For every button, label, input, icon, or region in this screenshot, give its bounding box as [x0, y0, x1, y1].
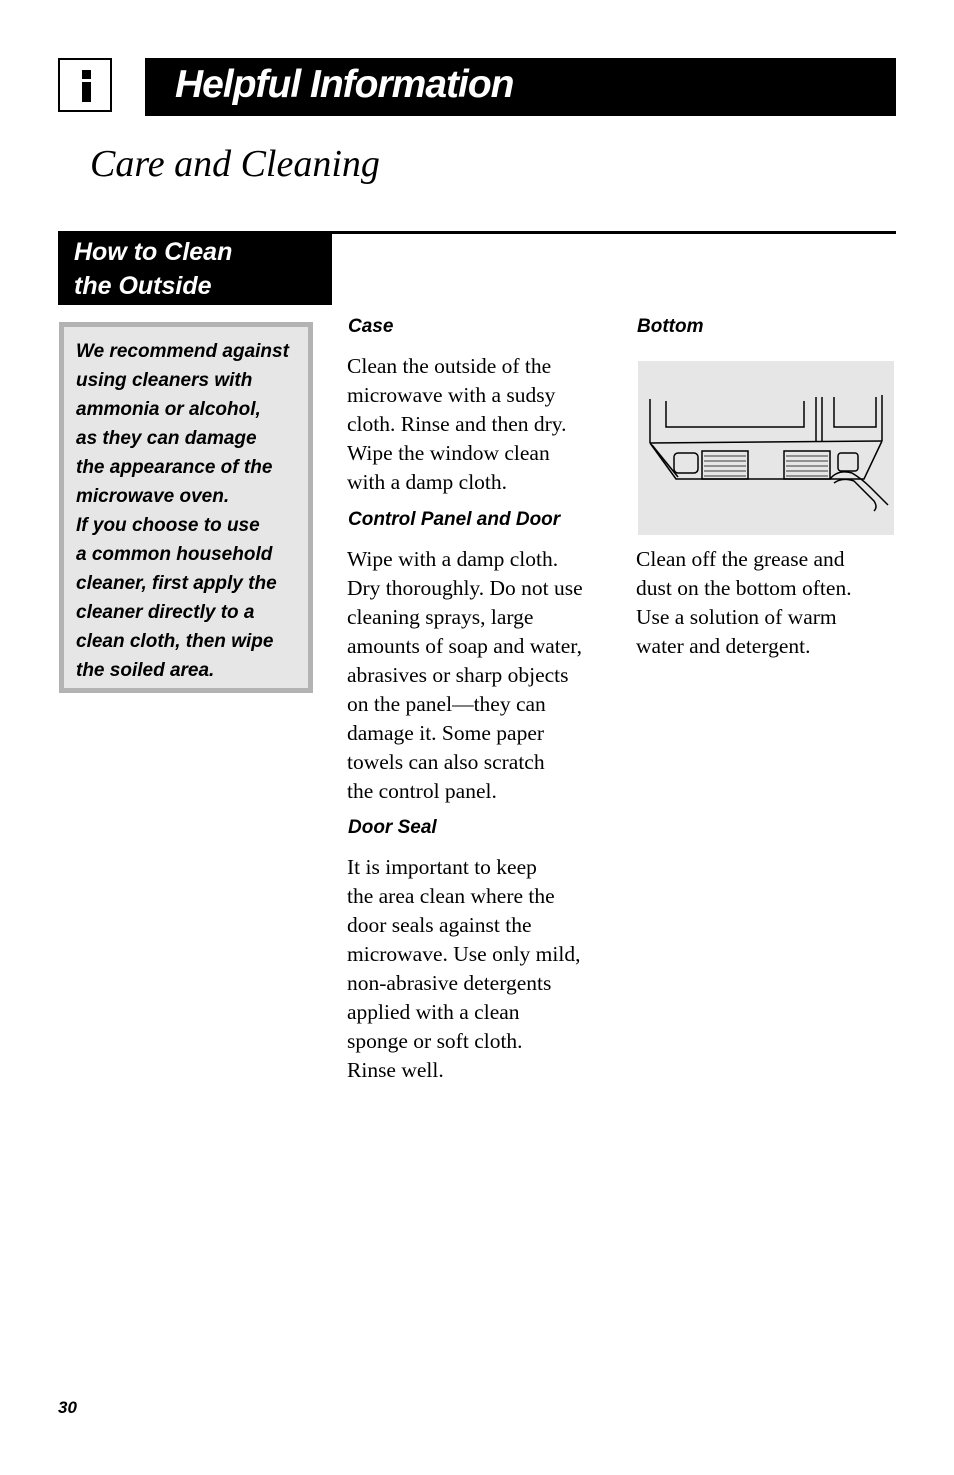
- header-bar: [145, 58, 896, 116]
- warning-line: microwave oven.: [76, 486, 230, 507]
- microwave-illustration-svg: [638, 361, 894, 535]
- warning-line: the soiled area.: [76, 660, 215, 681]
- warning-line: ammonia or alcohol,: [76, 399, 261, 420]
- warning-line: the appearance of the: [76, 457, 273, 478]
- info-icon: [58, 58, 112, 112]
- warning-line: clean cloth, then wipe: [76, 631, 274, 652]
- warning-box: [59, 322, 313, 693]
- control-panel-text: [347, 545, 583, 806]
- text-line: Clean the outside of the: [347, 354, 552, 378]
- door-seal-text: [347, 853, 580, 1085]
- warning-line: as they can damage: [76, 428, 257, 449]
- microwave-bottom-illustration: [638, 361, 894, 535]
- control-panel-heading: Control Panel and Door: [348, 509, 561, 530]
- text-line: the control panel.: [347, 779, 497, 803]
- text-line: microwave. Use only mild,: [347, 942, 581, 966]
- text-line: door seals against the: [347, 913, 532, 937]
- info-icon-bar: [82, 82, 91, 102]
- text-line: Dry thoroughly. Do not use: [347, 576, 583, 600]
- bottom-text: [636, 545, 852, 661]
- text-line: with a damp cloth.: [347, 470, 508, 494]
- text-line: Clean off the grease and: [636, 547, 845, 571]
- text-line: microwave with a sudsy: [347, 383, 556, 407]
- warning-line: We recommend against: [76, 341, 289, 362]
- text-line: non-abrasive detergents: [347, 971, 552, 995]
- text-line: the area clean where the: [347, 884, 555, 908]
- section-heading: [58, 231, 332, 305]
- text-line: amounts of soap and water,: [347, 634, 582, 658]
- warning-line: a common household: [76, 544, 273, 565]
- page-title: Care and Cleaning: [90, 143, 380, 185]
- door-seal-heading: Door Seal: [348, 817, 437, 838]
- page-number: 30: [58, 1398, 77, 1417]
- text-line: on the panel—they can: [347, 692, 546, 716]
- warning-text: [76, 337, 306, 685]
- warning-line: If you choose to use: [76, 515, 260, 536]
- section-heading-text: [74, 235, 232, 303]
- warning-line: cleaner, first apply the: [76, 573, 277, 594]
- warning-line: cleaner directly to a: [76, 602, 255, 623]
- text-line: sponge or soft cloth.: [347, 1029, 523, 1053]
- case-heading: Case: [348, 316, 394, 337]
- bottom-heading: Bottom: [637, 316, 704, 337]
- case-text: [347, 352, 567, 497]
- text-line: towels can also scratch: [347, 750, 545, 774]
- text-line: cloth. Rinse and then dry.: [347, 412, 567, 436]
- text-line: Use a solution of warm: [636, 605, 837, 629]
- text-line: cleaning sprays, large: [347, 605, 534, 629]
- text-line: abrasives or sharp objects: [347, 663, 569, 687]
- text-line: Wipe with a damp cloth.: [347, 547, 559, 571]
- text-line: damage it. Some paper: [347, 721, 545, 745]
- text-line: applied with a clean: [347, 1000, 520, 1024]
- warning-line: using cleaners with: [76, 370, 253, 391]
- text-line: It is important to keep: [347, 855, 537, 879]
- text-line: water and detergent.: [636, 634, 811, 658]
- text-line: Wipe the window clean: [347, 441, 550, 465]
- section-heading-line2: the Outside: [74, 272, 212, 300]
- header-title: Helpful Information: [175, 63, 514, 106]
- info-icon-dot: [82, 70, 91, 79]
- text-line: dust on the bottom often.: [636, 576, 852, 600]
- section-heading-line1: How to Clean: [74, 238, 233, 266]
- text-line: Rinse well.: [347, 1058, 444, 1082]
